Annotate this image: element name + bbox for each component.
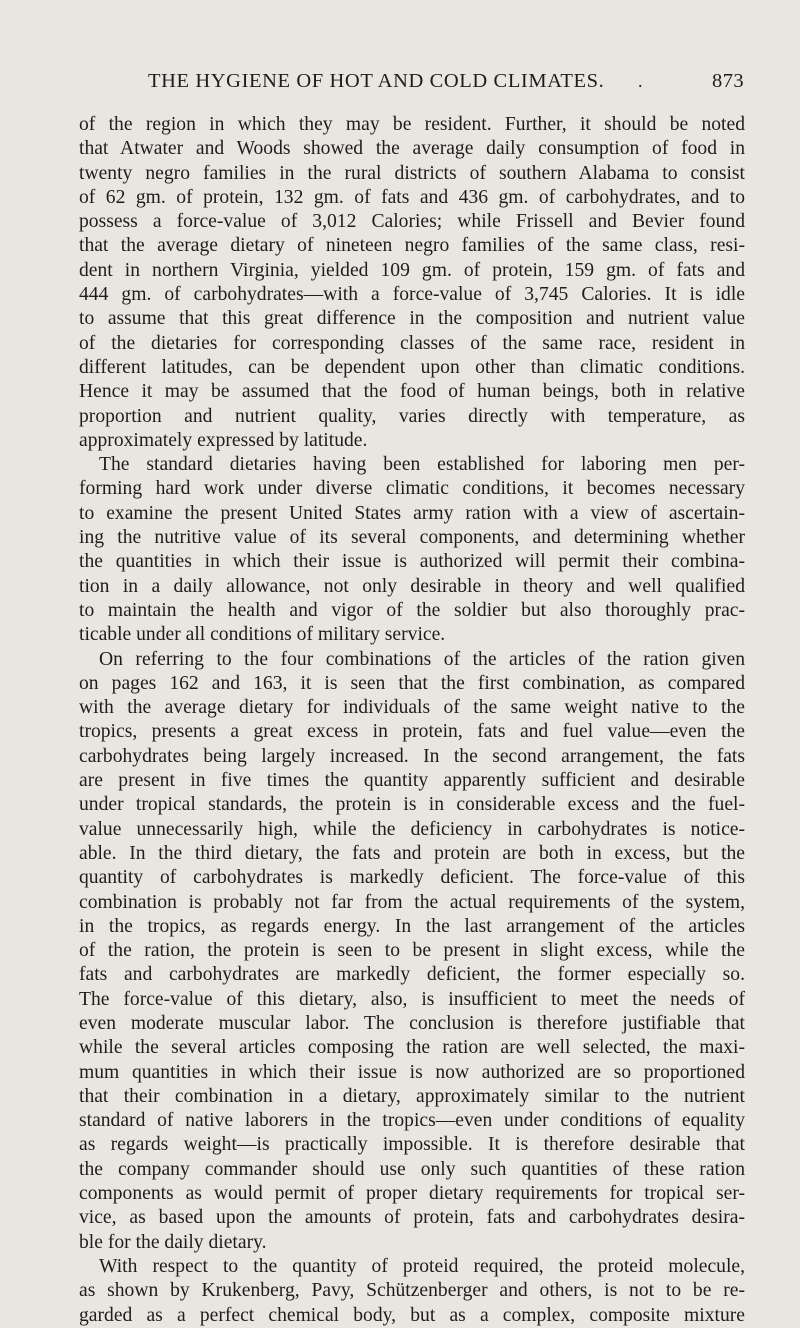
- text-line: of the region in which they may be resident. Further, it should be noted: [79, 114, 745, 135]
- text-line: forming hard work under diverse climatic conditions, it becomes necessary: [79, 478, 745, 500]
- text-line: while the several articles composing the ration are well selected, the maxi-: [79, 1037, 745, 1059]
- text-line: that the average dietary of nineteen negro families of the same class, resi-: [79, 235, 745, 257]
- text-line: tropics, presents a great excess in protein, fats and fuel value—even the: [79, 721, 745, 743]
- text-line: as shown by Krukenberg, Pavy, Schützenberger and others, is not to be re-: [79, 1280, 745, 1302]
- text-line: ble for the daily dietary.: [79, 1231, 267, 1253]
- body-text: [79, 113, 745, 1328]
- text-line: On referring to the four combinations of the articles of the ration given: [99, 648, 745, 670]
- header-separator: .: [638, 71, 643, 91]
- text-line: on pages 162 and 163, it is seen that the first combination, as compared: [79, 672, 745, 694]
- text-line: able. In the third dietary, the fats and protein are both in excess, but the: [79, 842, 745, 864]
- text-line: of 62 gm. of protein, 132 gm. of fats and 436 gm. of carbohydrates, and to: [79, 186, 745, 208]
- text-line: carbohydrates being largely increased. In the second arrangement, the fats: [79, 745, 745, 767]
- text-line: quantity of carbohydrates is markedly deficient. The force-value of this: [79, 867, 745, 889]
- text-line: that Atwater and Woods showed the average daily consumption of food in: [79, 138, 745, 160]
- text-line: approximately expressed by latitude.: [79, 429, 368, 451]
- running-title: THE HYGIENE OF HOT AND COLD CLIMATES.: [148, 70, 605, 92]
- text-line: mum quantities in which their issue is now authorized are so proportioned: [79, 1061, 745, 1083]
- text-line: fats and carbohydrates are markedly deficient, the former especially so.: [79, 964, 745, 986]
- text-line: are present in five times the quantity apparently sufficient and desirable: [79, 770, 745, 792]
- text-line: to maintain the health and vigor of the soldier but also thoroughly prac-: [79, 599, 745, 621]
- text-line: even moderate muscular labor. The conclusion is therefore justifiable that: [79, 1012, 745, 1034]
- text-line: combination is probably not far from the actual requirements of the system,: [79, 891, 745, 913]
- text-line: to assume that this great difference in the composition and nutrient value: [79, 308, 745, 330]
- text-line: as regards weight—is practically impossible. It is therefore desirable that: [79, 1134, 745, 1156]
- text-line: twenty negro families in the rural districts of southern Alabama to consist: [79, 162, 745, 184]
- text-line: different latitudes, can be dependent upon other than climatic conditions.: [79, 356, 745, 378]
- text-line: that their combination in a dietary, approximately similar to the nutrient: [79, 1085, 745, 1107]
- text-line: components as would permit of proper dietary requirements for tropical ser-: [79, 1183, 745, 1205]
- text-line: proportion and nutrient quality, varies directly with temperature, as: [79, 405, 745, 427]
- text-line: standard of native laborers in the tropics—even under conditions of equality: [79, 1110, 745, 1132]
- text-line: under tropical standards, the protein is in considerable excess and the fuel-: [79, 794, 745, 816]
- text-line: dent in northern Virginia, yielded 109 gm. of protein, 159 gm. of fats and: [79, 259, 745, 281]
- text-line: Hence it may be assumed that the food of human beings, both in relative: [79, 381, 745, 403]
- text-line: The standard dietaries having been established for laboring men per-: [99, 454, 745, 476]
- text-line: The force-value of this dietary, also, is insufficient to meet the needs of: [79, 988, 745, 1010]
- text-line: tion in a daily allowance, not only desirable in theory and well qualified: [79, 575, 745, 597]
- text-line: to examine the present United States army ration with a view of ascertain-: [79, 502, 745, 524]
- text-line: of the dietaries for corresponding classes of the same race, resident in: [79, 332, 745, 354]
- running-header: [78, 68, 744, 98]
- text-line: with the average dietary for individuals of the same weight native to the: [79, 697, 745, 719]
- text-line: in the tropics, as regards energy. In the last arrangement of the articles: [79, 915, 745, 937]
- text-line: the company commander should use only such quantities of these ration: [79, 1158, 745, 1180]
- text-line: garded as a perfect chemical body, but as a complex, composite mixture: [79, 1304, 745, 1326]
- text-line: of the ration, the protein is seen to be present in slight excess, while the: [79, 940, 745, 962]
- text-line: ticable under all conditions of military service.: [79, 624, 446, 646]
- text-line: ing the nutritive value of its several components, and determining whether: [79, 527, 745, 549]
- text-line: With respect to the quantity of proteid required, the proteid molecule,: [99, 1255, 745, 1277]
- text-line: possess a force-value of 3,012 Calories; while Frissell and Bevier found: [79, 211, 745, 233]
- text-line: 444 gm. of carbohydrates—with a force-value of 3,745 Calories. It is idle: [79, 284, 745, 306]
- text-line: vice, as based upon the amounts of protein, fats and carbohydrates desira-: [79, 1207, 745, 1229]
- text-line: the quantities in which their issue is authorized will permit their combina-: [79, 551, 745, 573]
- page-number: 873: [712, 70, 744, 92]
- text-line: value unnecessarily high, while the deficiency in carbohydrates is notice-: [79, 818, 745, 840]
